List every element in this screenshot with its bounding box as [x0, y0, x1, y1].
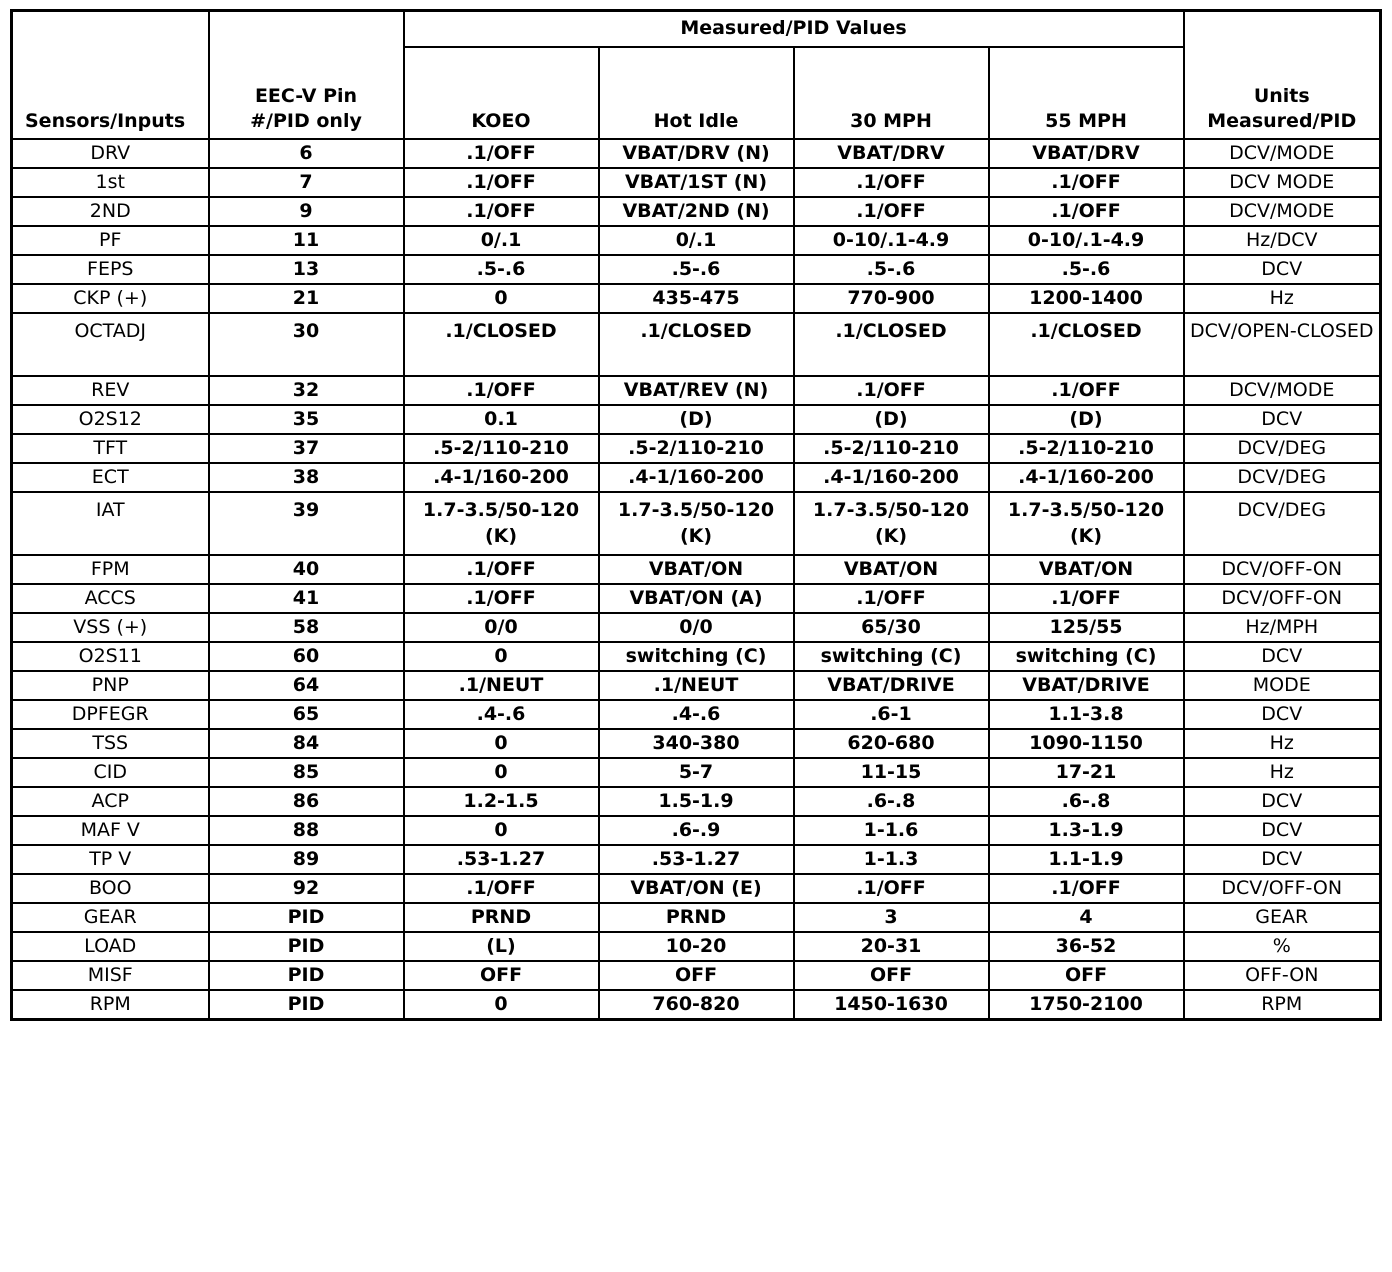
koeo-cell: .53-1.27	[404, 845, 599, 874]
units-cell: DCV/MODE	[1184, 139, 1381, 168]
mph30-cell: switching (C)	[794, 642, 989, 671]
mph30-cell: .1/OFF	[794, 874, 989, 903]
sensor-cell: 2ND	[12, 197, 209, 226]
pin-cell: 37	[209, 434, 404, 463]
koeo-cell: 0.1	[404, 405, 599, 434]
mph30-cell: VBAT/ON	[794, 555, 989, 584]
mph30-cell: .1/CLOSED	[794, 313, 989, 376]
units-cell: RPM	[1184, 990, 1381, 1020]
mph30-cell: .5-2/110-210	[794, 434, 989, 463]
koeo-cell: .1/OFF	[404, 874, 599, 903]
hot-idle-cell: .53-1.27	[599, 845, 794, 874]
koeo-cell: .1/NEUT	[404, 671, 599, 700]
pin-cell: PID	[209, 961, 404, 990]
hot-idle-cell: VBAT/ON (A)	[599, 584, 794, 613]
units-cell: DCV	[1184, 255, 1381, 284]
hot-idle-cell: VBAT/1ST (N)	[599, 168, 794, 197]
sensor-cell: O2S11	[12, 642, 209, 671]
sensor-cell: VSS (+)	[12, 613, 209, 642]
mph55-cell: 0-10/.1-4.9	[989, 226, 1184, 255]
header-hot-idle: Hot Idle	[599, 47, 794, 139]
units-cell: DCV/DEG	[1184, 434, 1381, 463]
mph30-cell: 620-680	[794, 729, 989, 758]
pin-cell: 21	[209, 284, 404, 313]
header-30mph: 30 MPH	[794, 47, 989, 139]
table-body	[12, 139, 1381, 1020]
mph55-cell: 125/55	[989, 613, 1184, 642]
units-cell: Hz/MPH	[1184, 613, 1381, 642]
table-row	[12, 932, 1381, 961]
table-row	[12, 758, 1381, 787]
mph55-cell: .1/CLOSED	[989, 313, 1184, 376]
units-cell: DCV	[1184, 642, 1381, 671]
table-row	[12, 613, 1381, 642]
mph30-cell: 20-31	[794, 932, 989, 961]
pin-cell: 86	[209, 787, 404, 816]
mph55-cell: VBAT/DRIVE	[989, 671, 1184, 700]
pin-cell: 88	[209, 816, 404, 845]
hot-idle-cell: 0/.1	[599, 226, 794, 255]
table-row	[12, 405, 1381, 434]
mph55-cell: 17-21	[989, 758, 1184, 787]
hot-idle-cell: 1.7-3.5/50-120 (K)	[599, 492, 794, 555]
units-cell: DCV/MODE	[1184, 197, 1381, 226]
mph55-cell: OFF	[989, 961, 1184, 990]
hot-idle-cell: VBAT/REV (N)	[599, 376, 794, 405]
mph30-cell: VBAT/DRIVE	[794, 671, 989, 700]
koeo-cell: .1/OFF	[404, 168, 599, 197]
mph55-cell: .1/OFF	[989, 197, 1184, 226]
units-cell: DCV/DEG	[1184, 463, 1381, 492]
mph55-cell: .6-.8	[989, 787, 1184, 816]
mph55-cell: 1.7-3.5/50-120 (K)	[989, 492, 1184, 555]
mph30-cell: 3	[794, 903, 989, 932]
table-row	[12, 874, 1381, 903]
mph55-cell: switching (C)	[989, 642, 1184, 671]
koeo-cell: 1.7-3.5/50-120 (K)	[404, 492, 599, 555]
units-cell: Hz	[1184, 284, 1381, 313]
hot-idle-cell: 1.5-1.9	[599, 787, 794, 816]
sensor-cell: PF	[12, 226, 209, 255]
hot-idle-cell: .6-.9	[599, 816, 794, 845]
koeo-cell: PRND	[404, 903, 599, 932]
sensor-cell: 1st	[12, 168, 209, 197]
units-cell: GEAR	[1184, 903, 1381, 932]
koeo-cell: 0	[404, 758, 599, 787]
pin-cell: 41	[209, 584, 404, 613]
table-row	[12, 990, 1381, 1020]
units-cell: DCV MODE	[1184, 168, 1381, 197]
mph55-cell: (D)	[989, 405, 1184, 434]
header-koeo: KOEO	[404, 47, 599, 139]
koeo-cell: (L)	[404, 932, 599, 961]
hot-idle-cell: .5-2/110-210	[599, 434, 794, 463]
table-row	[12, 787, 1381, 816]
sensor-cell: BOO	[12, 874, 209, 903]
pin-cell: 85	[209, 758, 404, 787]
pin-cell: 6	[209, 139, 404, 168]
units-cell: DCV/DEG	[1184, 492, 1381, 555]
mph30-cell: (D)	[794, 405, 989, 434]
pin-cell: 84	[209, 729, 404, 758]
table-row	[12, 492, 1381, 555]
hot-idle-cell: 340-380	[599, 729, 794, 758]
units-cell: DCV	[1184, 700, 1381, 729]
pin-cell: 38	[209, 463, 404, 492]
mph55-cell: 1.1-1.9	[989, 845, 1184, 874]
koeo-cell: .1/OFF	[404, 555, 599, 584]
koeo-cell: 0	[404, 990, 599, 1020]
koeo-cell: .1/OFF	[404, 139, 599, 168]
mph55-cell: .4-1/160-200	[989, 463, 1184, 492]
hot-idle-cell: .5-.6	[599, 255, 794, 284]
units-cell: Hz	[1184, 729, 1381, 758]
units-cell: Hz/DCV	[1184, 226, 1381, 255]
mph30-cell: .6-1	[794, 700, 989, 729]
hot-idle-cell: .1/NEUT	[599, 671, 794, 700]
table-row	[12, 139, 1381, 168]
mph30-cell: .5-.6	[794, 255, 989, 284]
sensor-cell: FEPS	[12, 255, 209, 284]
mph30-cell: VBAT/DRV	[794, 139, 989, 168]
table-row	[12, 168, 1381, 197]
sensor-cell: TFT	[12, 434, 209, 463]
table-row	[12, 903, 1381, 932]
koeo-cell: OFF	[404, 961, 599, 990]
mph55-cell: .5-.6	[989, 255, 1184, 284]
sensor-cell: DRV	[12, 139, 209, 168]
hot-idle-cell: VBAT/2ND (N)	[599, 197, 794, 226]
mph30-cell: .1/OFF	[794, 584, 989, 613]
pin-cell: 40	[209, 555, 404, 584]
mph55-cell: 1200-1400	[989, 284, 1184, 313]
pin-cell: 39	[209, 492, 404, 555]
mph30-cell: OFF	[794, 961, 989, 990]
sensor-cell: GEAR	[12, 903, 209, 932]
pin-cell: 32	[209, 376, 404, 405]
sensor-cell: MAF V	[12, 816, 209, 845]
mph30-cell: .1/OFF	[794, 376, 989, 405]
mph55-cell: 1750-2100	[989, 990, 1184, 1020]
mph30-cell: 11-15	[794, 758, 989, 787]
units-cell: DCV	[1184, 845, 1381, 874]
hot-idle-cell: VBAT/ON (E)	[599, 874, 794, 903]
table-row	[12, 729, 1381, 758]
pin-cell: PID	[209, 990, 404, 1020]
mph55-cell: 1090-1150	[989, 729, 1184, 758]
koeo-cell: 0	[404, 642, 599, 671]
mph55-cell: .1/OFF	[989, 874, 1184, 903]
hot-idle-cell: 435-475	[599, 284, 794, 313]
mph55-cell: VBAT/DRV	[989, 139, 1184, 168]
sensor-cell: FPM	[12, 555, 209, 584]
units-cell: Hz	[1184, 758, 1381, 787]
koeo-cell: .1/OFF	[404, 376, 599, 405]
units-cell: DCV/OFF-ON	[1184, 555, 1381, 584]
pin-cell: 92	[209, 874, 404, 903]
sensor-cell: PNP	[12, 671, 209, 700]
pin-cell: 13	[209, 255, 404, 284]
hot-idle-cell: .1/CLOSED	[599, 313, 794, 376]
mph30-cell: 770-900	[794, 284, 989, 313]
pid-values-table	[10, 9, 1382, 1021]
header-measured-group: Measured/PID Values	[404, 11, 1184, 47]
table-row	[12, 845, 1381, 874]
hot-idle-cell: .4-1/160-200	[599, 463, 794, 492]
mph30-cell: .4-1/160-200	[794, 463, 989, 492]
sensor-cell: CID	[12, 758, 209, 787]
pin-cell: 9	[209, 197, 404, 226]
table-row	[12, 376, 1381, 405]
mph30-cell: .6-.8	[794, 787, 989, 816]
koeo-cell: .1/CLOSED	[404, 313, 599, 376]
mph55-cell: 4	[989, 903, 1184, 932]
hot-idle-cell: PRND	[599, 903, 794, 932]
sensor-cell: ECT	[12, 463, 209, 492]
pin-cell: 60	[209, 642, 404, 671]
units-cell: %	[1184, 932, 1381, 961]
koeo-cell: 0/.1	[404, 226, 599, 255]
table-row	[12, 284, 1381, 313]
units-cell: DCV	[1184, 405, 1381, 434]
sensor-cell: LOAD	[12, 932, 209, 961]
koeo-cell: 0	[404, 816, 599, 845]
pin-cell: PID	[209, 932, 404, 961]
sensor-cell: REV	[12, 376, 209, 405]
pin-cell: 58	[209, 613, 404, 642]
pin-cell: 64	[209, 671, 404, 700]
koeo-cell: 1.2-1.5	[404, 787, 599, 816]
mph55-cell: .1/OFF	[989, 168, 1184, 197]
mph55-cell: 36-52	[989, 932, 1184, 961]
pin-cell: 65	[209, 700, 404, 729]
units-cell: DCV/MODE	[1184, 376, 1381, 405]
sensor-cell: ACCS	[12, 584, 209, 613]
koeo-cell: .4-.6	[404, 700, 599, 729]
hot-idle-cell: OFF	[599, 961, 794, 990]
pin-cell: 11	[209, 226, 404, 255]
mph30-cell: 1-1.6	[794, 816, 989, 845]
header-sensors: Sensors/Inputs	[12, 11, 209, 139]
header-pin: EEC-V Pin #/PID only	[209, 11, 404, 139]
table-row	[12, 584, 1381, 613]
sensor-cell: IAT	[12, 492, 209, 555]
units-cell: DCV	[1184, 816, 1381, 845]
koeo-cell: .1/OFF	[404, 584, 599, 613]
hot-idle-cell: 0/0	[599, 613, 794, 642]
sensor-cell: OCTADJ	[12, 313, 209, 376]
table-row	[12, 816, 1381, 845]
sensor-cell: TP V	[12, 845, 209, 874]
sensor-cell: MISF	[12, 961, 209, 990]
mph55-cell: 1.1-3.8	[989, 700, 1184, 729]
table-row	[12, 463, 1381, 492]
sensor-cell: O2S12	[12, 405, 209, 434]
table-header	[12, 11, 1381, 139]
mph55-cell: .5-2/110-210	[989, 434, 1184, 463]
sensor-cell: DPFEGR	[12, 700, 209, 729]
sensor-cell: CKP (+)	[12, 284, 209, 313]
table-row	[12, 255, 1381, 284]
mph55-cell: .1/OFF	[989, 376, 1184, 405]
sensor-cell: ACP	[12, 787, 209, 816]
koeo-cell: 0	[404, 729, 599, 758]
units-cell: DCV/OFF-ON	[1184, 874, 1381, 903]
mph55-cell: VBAT/ON	[989, 555, 1184, 584]
units-cell: OFF-ON	[1184, 961, 1381, 990]
mph30-cell: 1.7-3.5/50-120 (K)	[794, 492, 989, 555]
units-cell: DCV	[1184, 787, 1381, 816]
hot-idle-cell: VBAT/ON	[599, 555, 794, 584]
hot-idle-cell: VBAT/DRV (N)	[599, 139, 794, 168]
mph30-cell: .1/OFF	[794, 197, 989, 226]
koeo-cell: 0/0	[404, 613, 599, 642]
table-row	[12, 555, 1381, 584]
koeo-cell: .4-1/160-200	[404, 463, 599, 492]
header-units: Units Measured/PID	[1184, 11, 1381, 139]
koeo-cell: .5-.6	[404, 255, 599, 284]
hot-idle-cell: 5-7	[599, 758, 794, 787]
table-row	[12, 961, 1381, 990]
header-55mph: 55 MPH	[989, 47, 1184, 139]
koeo-cell: 0	[404, 284, 599, 313]
table-row	[12, 434, 1381, 463]
mph30-cell: 65/30	[794, 613, 989, 642]
mph30-cell: 1-1.3	[794, 845, 989, 874]
pin-cell: 35	[209, 405, 404, 434]
units-cell: DCV/OFF-ON	[1184, 584, 1381, 613]
pin-cell: PID	[209, 903, 404, 932]
mph55-cell: 1.3-1.9	[989, 816, 1184, 845]
sensor-cell: RPM	[12, 990, 209, 1020]
mph55-cell: .1/OFF	[989, 584, 1184, 613]
units-cell: MODE	[1184, 671, 1381, 700]
hot-idle-cell: (D)	[599, 405, 794, 434]
pin-cell: 30	[209, 313, 404, 376]
table-row	[12, 226, 1381, 255]
pin-cell: 89	[209, 845, 404, 874]
mph30-cell: 1450-1630	[794, 990, 989, 1020]
table-row	[12, 197, 1381, 226]
table-row	[12, 700, 1381, 729]
table-row	[12, 671, 1381, 700]
mph30-cell: .1/OFF	[794, 168, 989, 197]
mph30-cell: 0-10/.1-4.9	[794, 226, 989, 255]
hot-idle-cell: 760-820	[599, 990, 794, 1020]
table-row	[12, 313, 1381, 376]
sensor-cell: TSS	[12, 729, 209, 758]
koeo-cell: .1/OFF	[404, 197, 599, 226]
hot-idle-cell: switching (C)	[599, 642, 794, 671]
units-cell: DCV/OPEN-CLOSED	[1184, 313, 1381, 376]
hot-idle-cell: 10-20	[599, 932, 794, 961]
koeo-cell: .5-2/110-210	[404, 434, 599, 463]
pin-cell: 7	[209, 168, 404, 197]
hot-idle-cell: .4-.6	[599, 700, 794, 729]
table-row	[12, 642, 1381, 671]
